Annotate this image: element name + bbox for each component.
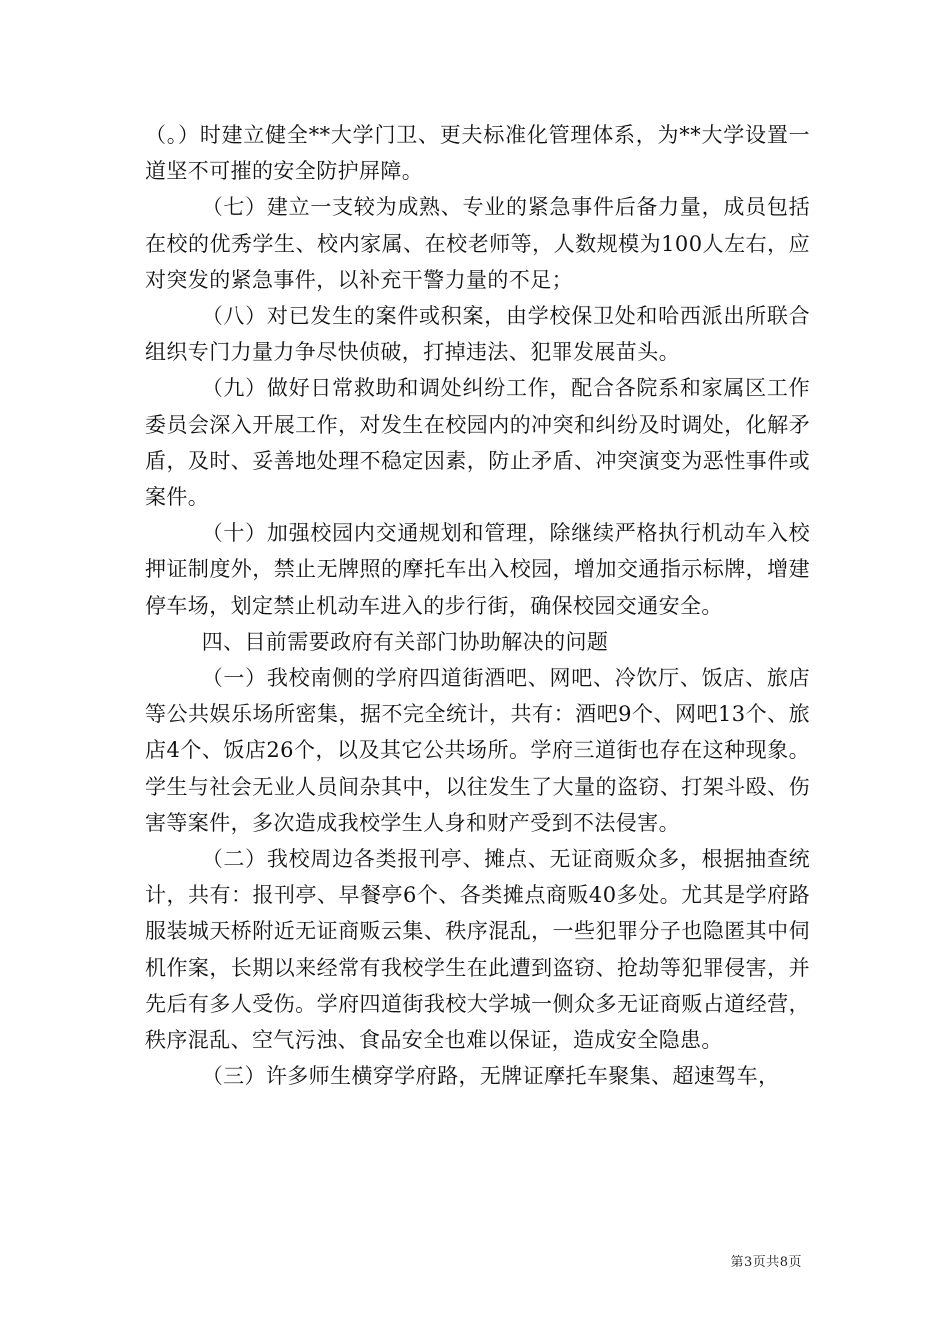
paragraph-item-9: （九）做好日常救助和调处纠纷工作，配合各院系和家属区工作委员会深入开展工作，对发生在校园内的冲突和纠纷及时调处，化解矛盾，及时、妥善地处理不稳定因素，防止矛盾、冲突演变为恶性事件或案件。 — [145, 376, 810, 510]
document-body — [145, 117, 810, 1094]
paragraph-gate-management: （。）时建立健全**大学门卫、更夫标准化管理体系，为**大学设置一道坚不可摧的安全防护屏障。 — [145, 123, 810, 184]
paragraph-item-7: （七）建立一支较为成熟、专业的紧急事件后备力量，成员包括在校的优秀学生、校内家属、在校老师等，人数规模为100人左右，应对突发的紧急事件，以补充干警力量的不足； — [145, 195, 810, 292]
paragraph-item-8: （八）对已发生的案件或积案，由学校保卫处和哈西派出所联合组织专门力量力争尽快侦破，打掉违法、犯罪发展苗头。 — [145, 304, 810, 365]
paragraph-issue-3: （三）许多师生横穿学府路，无牌证摩托车聚集、超速驾车， — [201, 1064, 780, 1089]
page-number-footer: 第3页共8页 — [730, 1255, 802, 1270]
paragraph-item-10: （十）加强校园内交通规划和管理，除继续严格执行机动车入校押证制度外，禁止无牌照的摩托车出入校园，增加交通指示标牌，增建停车场，划定禁止机动车进入的步行街，确保校园交通安全。 — [145, 521, 810, 618]
section-heading-4: 四、目前需要政府有关部门协助解决的问题 — [201, 629, 609, 654]
paragraph-issue-2: （二）我校周边各类报刊亭、摊点、无证商贩众多，根据抽查统计，共有：报刊亭、早餐亭6个、各类摊点商贩40多处。尤其是学府路服装城天桥附近无证商贩云集、秩序混乱，一些犯罪分子也隐匿其中伺机作案，长期以来经常有我校学生在此遭到盗窃、抢劫等犯罪侵害，并先后有多人受伤。学府四道街我校大学城一侧众多无证商贩占道经营，秩序混乱、空气污浊、食品安全也难以保证，造成安全隐患。 — [145, 847, 810, 1053]
paragraph-issue-1: （一）我校南侧的学府四道街酒吧、网吧、冷饮厅、饭店、旅店等公共娱乐场所密集，据不完全统计，共有：酒吧9个、网吧13个、旅店4个、饭店26个，以及其它公共场所。学府三道街也存在这种现象。学生与社会无业人员间杂其中，以往发生了大量的盗窃、打架斗殴、伤害等案件，多次造成我校学生人身和财产受到不法侵害。 — [145, 666, 810, 835]
